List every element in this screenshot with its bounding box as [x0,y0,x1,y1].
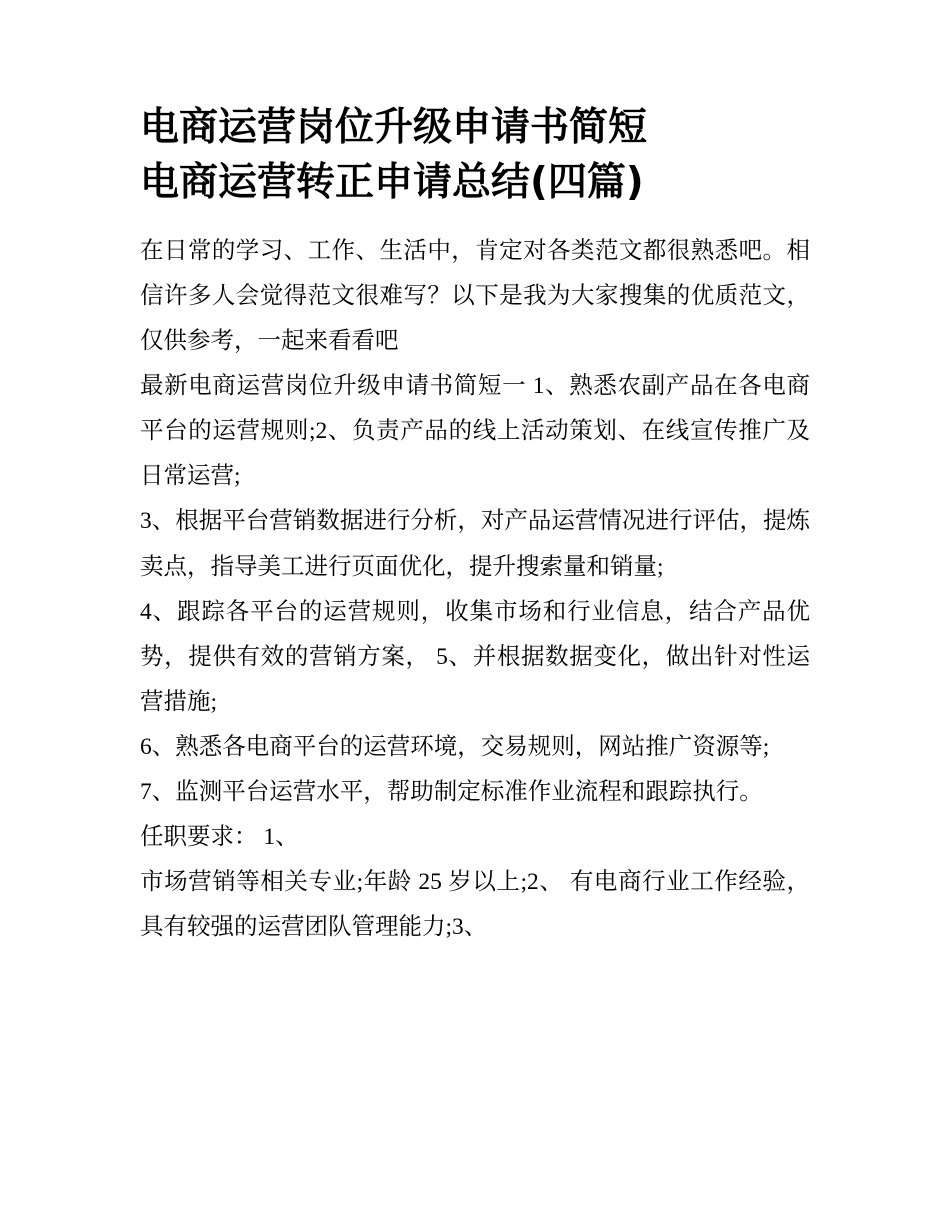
page-title [140,100,810,211]
paragraph-5: 6、熟悉各电商平台的运营环境，交易规则，网站推广资源等; [140,733,770,760]
paragraph-3: 3、根据平台营销数据进行分析，对产品运营情况进行评估，提炼卖点，指导美工进行页面优化，提升搜索量和销量; [140,508,810,580]
paragraph-2: 最新电商运营岗位升级申请书简短一 1、熟悉农副产品在各电商平台的运营规则;2、负责产品的线上活动策划、在线宣传推广及日常运营; [140,373,810,490]
title-line-2: 电商运营转正申请总结(四篇) [140,160,644,206]
paragraph-6: 7、监测平台运营水平，帮助制定标准作业流程和跟踪执行。 [140,779,763,806]
paragraph-1: 在日常的学习、工作、生活中，肯定对各类范文都很熟悉吧。相信许多人会觉得范文很难写？以下是我为大家搜集的优质范文，仅供参考，一起来看看吧 [140,237,810,354]
paragraph-7: 任职要求： 1、 [140,824,299,851]
title-line-1: 电商运营岗位升级申请书简短 [140,105,648,150]
document-body [140,229,810,951]
paragraph-4: 4、跟踪各平台的运营规则，收集市场和行业信息，结合产品优势，提供有效的营销方案， 5、并根据数据变化，做出针对性运营措施; [140,598,810,715]
paragraph-8: 市场营销等相关专业;年龄 25 岁以上;2、 有电商行业工作经验，具有较强的运营团队管理能力;3、 [140,869,810,941]
